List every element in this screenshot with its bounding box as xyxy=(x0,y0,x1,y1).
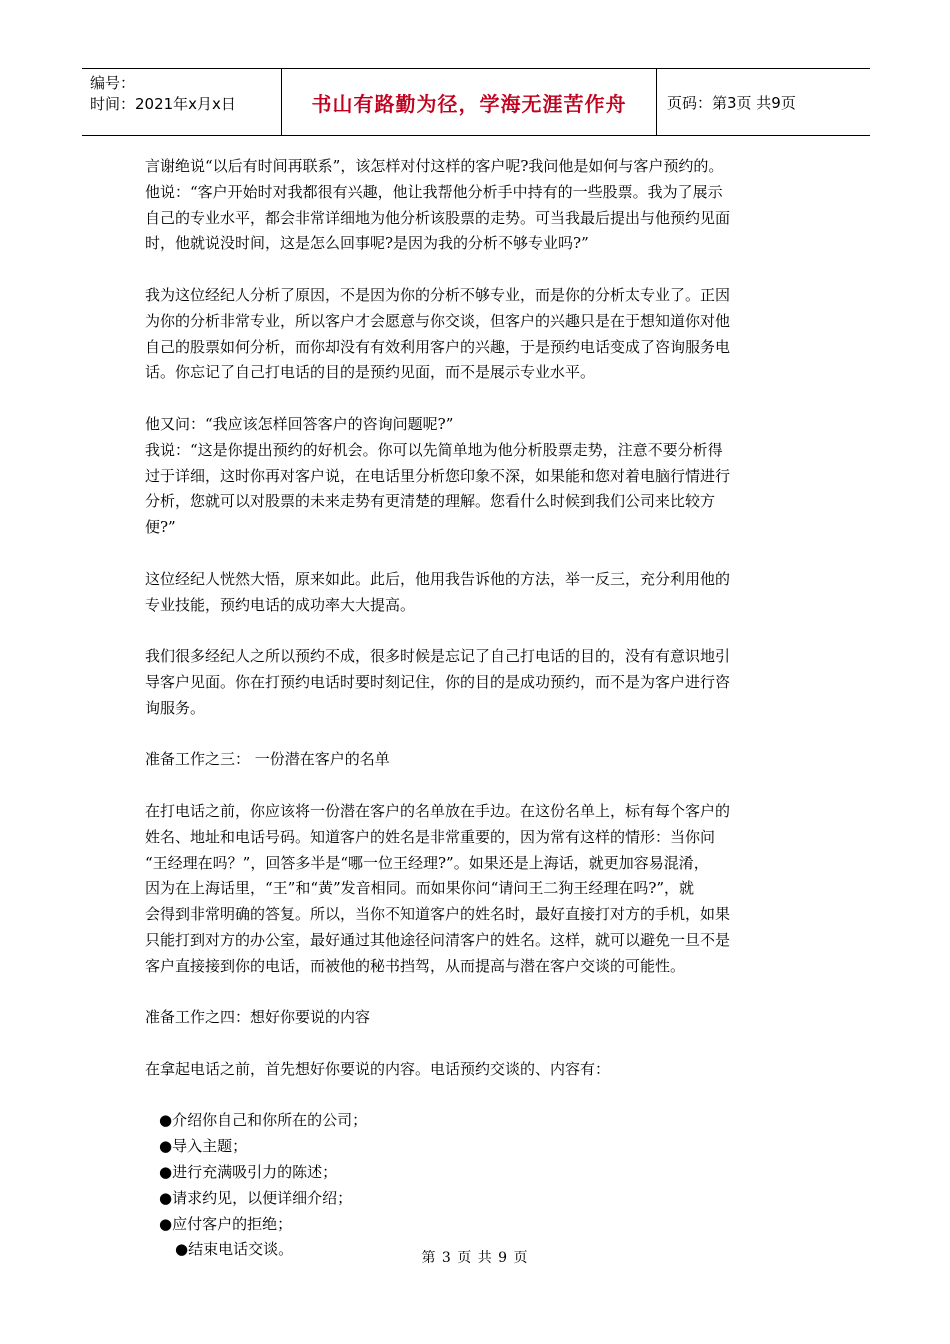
page-footer: 第 3 页 共 9 页 xyxy=(421,1250,529,1266)
text-line: 我们很多经纪人之所以预约不成，很多时候是忘记了自己打电话的目的，没有有意识地引 xyxy=(145,647,731,666)
text-line: 自己的专业水平，都会非常详细地为他分析该股票的走势。可当我最后提出与他预约见面 xyxy=(145,208,731,227)
text-line: 过于详细，这时你再对客户说，在电话里分析您印象不深，如果能和您对着电脑行情进行 xyxy=(145,466,731,485)
text-line: 便?” xyxy=(145,518,176,537)
text-line: 我说：“这是你提出预约的好机会。你可以先简单地为他分析股票走势，注意不要分析得 xyxy=(145,440,723,459)
page-header xyxy=(82,68,870,136)
text-line: 他说：“客户开始时对我都很有兴趣，他让我帮他分析手中持有的一些股票。我为了展示 xyxy=(145,182,723,201)
text-line: 因为在上海话里，“王”和“黄”发音相同。而如果你问“请问王二狗王经理在吗?”，就 xyxy=(145,879,695,898)
text-line: 准备工作之三： 一份潜在客户的名单 xyxy=(145,750,390,769)
list-item: ●导入主题； xyxy=(159,1137,248,1156)
document-date: 时间：2021年x月x日 xyxy=(90,95,236,113)
text-line: 他又问：“我应该怎样回答客户的咨询问题呢?” xyxy=(145,414,454,433)
text-line: 言谢绝说“以后有时间再联系”，该怎样对付这样的客户呢?我问他是如何与客户预约的。 xyxy=(145,157,724,175)
text-line: 姓名、地址和电话号码。知道客户的姓名是非常重要的，因为常有这样的情形：当你问 xyxy=(145,827,716,846)
list-item: ●请求约见，以便详细介绍； xyxy=(159,1188,353,1207)
text-line: 话。你忘记了自己打电话的目的是预约见面，而不是展示专业水平。 xyxy=(145,363,596,382)
list-item: ●进行充满吸引力的陈述； xyxy=(159,1163,338,1182)
text-line: 在拿起电话之前，首先想好你要说的内容。电话预约交谈的、内容有： xyxy=(145,1059,611,1078)
header-meta xyxy=(82,69,282,135)
document-body xyxy=(145,154,810,1263)
text-line: “王经理在吗？”，回答多半是“哪一位王经理?”。如果还是上海话，就更加容易混淆， xyxy=(145,853,709,872)
text-line: 只能打到对方的办公室，最好通过其他途径问清客户的姓名。这样，就可以避免一旦不是 xyxy=(145,930,731,949)
header-motto: 书山有路勤为径，学海无涯苦作舟 xyxy=(282,69,657,135)
text-line: 询服务。 xyxy=(145,698,206,717)
paragraph xyxy=(145,1005,810,1031)
paragraph xyxy=(145,644,810,721)
text-line: 客户直接接到你的电话，而被他的秘书挡驾，从而提高与潜在客户交谈的可能性。 xyxy=(145,956,686,975)
text-line: 会得到非常明确的答复。所以，当你不知道客户的姓名时，最好直接打对方的手机，如果 xyxy=(145,905,731,924)
list-item: ●介绍你自己和你所在的公司； xyxy=(159,1111,368,1130)
text-line: 专业技能，预约电话的成功率大大提高。 xyxy=(145,595,416,614)
paragraph xyxy=(145,283,810,386)
text-line: 我为这位经纪人分析了原因，不是因为你的分析不够专业，而是你的分析太专业了。正因 xyxy=(145,285,731,304)
paragraph xyxy=(145,154,810,180)
paragraph xyxy=(145,180,810,257)
text-line: 时，他就说没时间，这是怎么回事呢?是因为我的分析不够专业吗?” xyxy=(145,234,589,253)
paragraph xyxy=(145,1057,810,1083)
list-item: ●应付客户的拒绝； xyxy=(159,1214,293,1233)
document-number-label: 编号： xyxy=(90,74,136,92)
list-item: ●结束电话交谈。 xyxy=(175,1240,294,1259)
paragraph xyxy=(145,747,810,773)
text-line: 这位经纪人恍然大悟，原来如此。此后，他用我告诉他的方法，举一反三，充分利用他的 xyxy=(145,569,731,588)
paragraph xyxy=(145,567,810,619)
text-line: 导客户见面。你在打预约电话时要时刻记住，你的目的是成功预约，而不是为客户进行咨 xyxy=(145,672,731,691)
text-line: 分析，您就可以对股票的未来走势有更清楚的理解。您看什么时候到我们公司来比较方 xyxy=(145,492,716,511)
paragraph xyxy=(145,799,810,980)
text-line: 准备工作之四：想好你要说的内容 xyxy=(145,1008,371,1027)
header-page-info: 页码：第3页 共9页 xyxy=(667,93,796,112)
text-line: 在打电话之前，你应该将一份潜在客户的名单放在手边。在这份名单上，标有每个客户的 xyxy=(145,801,731,820)
paragraph xyxy=(145,438,810,541)
bullet-list xyxy=(145,1108,810,1263)
paragraph xyxy=(145,412,810,438)
text-line: 为你的分析非常专业，所以客户才会愿意与你交谈，但客户的兴趣只是在于想知道你对他 xyxy=(145,311,731,330)
text-line: 自己的股票如何分析，而你却没有有效利用客户的兴趣，于是预约电话变成了咨询服务电 xyxy=(145,337,731,356)
